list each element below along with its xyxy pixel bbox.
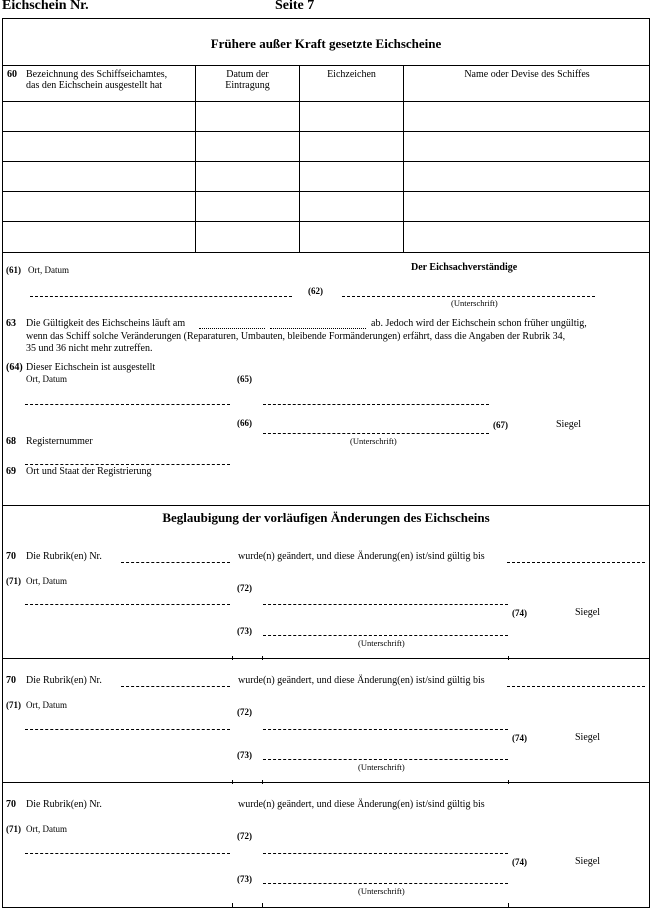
field-72-number: (72) [237, 831, 252, 841]
block-divider [2, 782, 650, 783]
field-64-number: (64) [6, 362, 23, 373]
field-71-input[interactable] [25, 604, 230, 605]
field-66-number: (66) [237, 418, 252, 428]
signature-input[interactable] [263, 635, 508, 636]
expert-title: Der Eichsachverständige [411, 262, 518, 273]
table-line [2, 252, 650, 253]
field-70-number: 70 [6, 551, 16, 562]
col3-header: Eichzeichen [327, 69, 376, 80]
field-68-number: 68 [6, 436, 16, 447]
field-67-seal-label: Siegel [556, 419, 581, 430]
field-70-label: Die Rubrik(en) Nr. [26, 675, 102, 686]
field-64-input[interactable] [25, 404, 230, 405]
field-68-input[interactable] [25, 464, 230, 465]
block-divider [2, 658, 650, 659]
field-74-number: (74) [512, 733, 527, 743]
field-72-number: (72) [237, 583, 252, 593]
field-61-label: Ort, Datum [28, 265, 69, 275]
col1-number: 60 [7, 69, 17, 80]
signature-input[interactable] [263, 759, 508, 760]
field-61-number: (61) [6, 265, 21, 275]
field-71-number: (71) [6, 576, 21, 586]
field-72-number: (72) [237, 707, 252, 717]
field-63-line2: wenn das Schiff solche Veränderungen (Reparaturen, Umbauten, bleibende Formänderungen) erfährt, dass die Angaben der Rubrik 34, [26, 331, 566, 342]
field-70-label: Die Rubrik(en) Nr. [26, 551, 102, 562]
tick-line [508, 903, 509, 908]
doc-number-label: Eichschein Nr. [2, 0, 89, 13]
field-63-number: 63 [6, 318, 16, 329]
valid-until-input[interactable] [507, 686, 645, 687]
field-72-input[interactable] [263, 604, 508, 605]
field-65-input[interactable] [263, 404, 489, 405]
table-line [2, 65, 650, 66]
field-63-line1-end: ab. Jedoch wird der Eichschein schon früher ungültig, [371, 318, 587, 329]
field-65-number: (65) [237, 374, 252, 384]
field-63-date-input-a[interactable] [199, 328, 265, 329]
rubric-number-input[interactable] [121, 562, 230, 563]
valid-until-input[interactable] [507, 562, 645, 563]
field-71-label: Ort, Datum [26, 576, 67, 586]
field-62-signature-input[interactable] [342, 296, 595, 297]
field-73-number: (73) [237, 750, 252, 760]
field-71-number: (71) [6, 824, 21, 834]
rubric-number-input[interactable] [121, 686, 230, 687]
section1-title: Frühere außer Kraft gesetzte Eichscheine [210, 36, 442, 51]
section-divider [2, 505, 650, 506]
field-62-number: (62) [308, 286, 323, 296]
field-64-sublabel: Ort, Datum [26, 374, 67, 384]
field-74-number: (74) [512, 857, 527, 867]
field-68-label: Registernummer [26, 436, 93, 447]
col2-header-line1: Datum der [226, 69, 269, 80]
field-66-signature-caption: (Unterschrift) [350, 436, 397, 446]
seal-label: Siegel [575, 607, 600, 618]
col1-header-line2: das den Eichschein ausgestellt hat [26, 80, 163, 91]
field-72-input[interactable] [263, 729, 508, 730]
field-70-text: wurde(n) geändert, und diese Änderung(en) ist/sind gültig bis [238, 799, 485, 810]
page-label: Seite 7 [275, 0, 315, 13]
field-71-input[interactable] [25, 853, 230, 854]
field-74-number: (74) [512, 608, 527, 618]
section2-title: Beglaubigung der vorläufigen Änderungen des Eichscheins [162, 510, 490, 525]
col2-header-line2: Eintragung [225, 80, 270, 91]
field-61-input[interactable] [30, 296, 292, 297]
field-73-number: (73) [237, 626, 252, 636]
field-64-label: Dieser Eichschein ist ausgestellt [26, 362, 156, 373]
field-66-signature-input[interactable] [263, 433, 489, 434]
field-72-input[interactable] [263, 853, 508, 854]
field-70-number: 70 [6, 675, 16, 686]
field-70-text: wurde(n) geändert, und diese Änderung(en) ist/sind gültig bis [238, 675, 485, 686]
signature-caption: (Unterschrift) [358, 638, 405, 648]
seal-label: Siegel [575, 856, 600, 867]
signature-caption: (Unterschrift) [358, 886, 405, 896]
field-62-signature-caption: (Unterschrift) [451, 298, 498, 308]
tick-line [262, 903, 263, 908]
field-71-number: (71) [6, 700, 21, 710]
field-70-text: wurde(n) geändert, und diese Änderung(en) ist/sind gültig bis [238, 551, 485, 562]
certificate-table-body[interactable] [3, 102, 649, 251]
field-69-label: Ort und Staat der Registrierung [26, 466, 152, 477]
tick-line [232, 903, 233, 908]
field-63-line3: 35 und 36 nicht mehr zutreffen. [26, 343, 153, 354]
seal-label: Siegel [575, 732, 600, 743]
field-73-number: (73) [237, 874, 252, 884]
field-71-input[interactable] [25, 729, 230, 730]
field-63-line1-start: Die Gültigkeit des Eichscheins läuft am [26, 318, 186, 329]
signature-caption: (Unterschrift) [358, 762, 405, 772]
field-71-label: Ort, Datum [26, 700, 67, 710]
field-63-date-input-b[interactable] [270, 328, 366, 329]
field-69-number: 69 [6, 466, 16, 477]
field-67-number: (67) [493, 420, 508, 430]
field-70-number: 70 [6, 799, 16, 810]
field-71-label: Ort, Datum [26, 824, 67, 834]
col4-header: Name oder Devise des Schiffes [464, 69, 590, 80]
field-70-label: Die Rubrik(en) Nr. [26, 799, 102, 810]
signature-input[interactable] [263, 883, 508, 884]
col1-header-line1: Bezeichnung des Schiffseichamtes, [26, 69, 168, 80]
